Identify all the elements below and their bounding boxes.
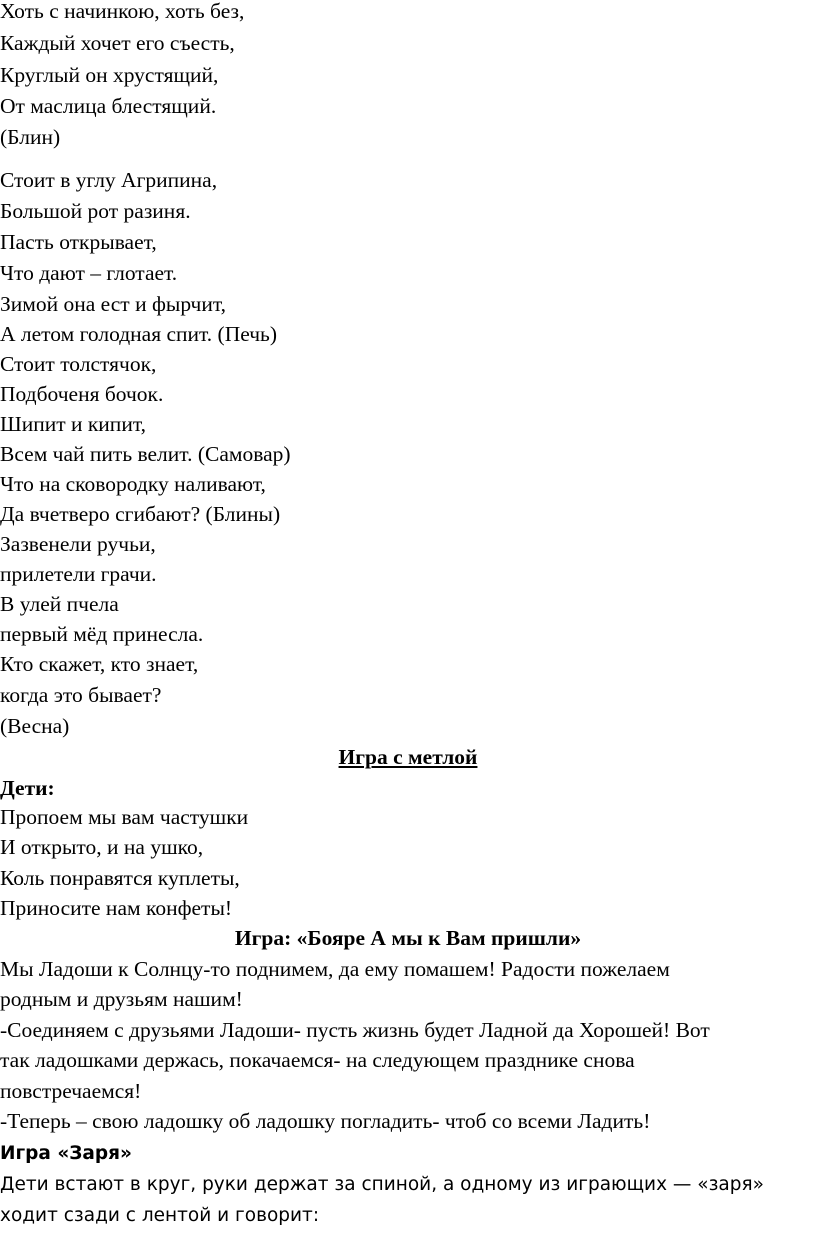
riddle-answer: (Блин) [0,125,61,149]
riddle-line: Зимой она ест и фырчит, [0,292,227,316]
riddle-line: Пасть открывает, [0,230,157,254]
verse-line: Коль понравятся куплеты, [0,866,240,890]
riddle-line: Стоит толстячок, [0,352,157,376]
riddle-line: Кто скажет, кто знает, [0,652,199,676]
section-title: Игра: «Бояре А мы к Вам пришли» [234,926,582,950]
riddle-line: От маслица блестящий. [0,94,217,118]
riddle-line: Всем чай пить велит. (Самовар) [0,442,291,466]
paragraph-line: -Теперь – свою ладошку об ладошку погладить- чтоб со всеми Ладить! [0,1109,651,1133]
riddle-line: когда это бывает? [0,683,162,707]
paragraph-line: повстречаемся! [0,1079,142,1103]
riddle-line: Шипит и кипит, [0,412,146,436]
section-title: Игра с метлой [338,745,478,769]
riddle-line: А летом голодная спит. (Печь) [0,322,278,346]
riddle-line: Что на сковородку наливают, [0,472,266,496]
paragraph-line: так ладошками держась, покачаемся- на следующем празднике снова [0,1048,635,1072]
riddle-line: Что дают – глотает. [0,261,178,285]
paragraph-line: Мы Ладоши к Солнцу-то поднимем, да ему помашем! Радости пожелаем [0,957,670,981]
paragraph-line: родным и друзьям нашим! [0,987,243,1011]
riddle-line: Большой рот разиня. [0,199,191,223]
riddle-line: прилетели грачи. [0,562,157,586]
riddle-line: В улей пчела [0,592,119,616]
paragraph-line: Дети встают в круг, руки держат за спиной, а одному из играющих — «заря» [0,1174,764,1195]
verse-line: Пропоем мы вам частушки [0,805,249,829]
riddle-line: Подбоченя бочок. [0,382,164,406]
riddle-line: Каждый хочет его съесть, [0,31,235,55]
riddle-line: Стоит в углу Агрипина, [0,168,218,192]
speaker-label: Дети: [0,776,55,800]
riddle-line: Зазвенели ручьи, [0,532,156,556]
paragraph-line: -Соединяем с друзьями Ладоши- пусть жизнь будет Ладной да Хорошей! Вот [0,1018,710,1042]
section-title: Игра «Заря» [0,1143,132,1164]
verse-line: Приносите нам конфеты! [0,896,233,920]
paragraph-line: ходит сзади с лентой и говорит: [0,1205,320,1226]
riddle-answer: (Весна) [0,714,70,738]
riddle-line: первый мёд принесла. [0,622,204,646]
riddle-line: Хоть с начинкою, хоть без, [0,0,245,23]
riddle-line: Круглый он хрустящий, [0,63,219,87]
riddle-line: Да вчетверо сгибают? (Блины) [0,502,281,526]
verse-line: И открыто, и на ушко, [0,835,204,859]
